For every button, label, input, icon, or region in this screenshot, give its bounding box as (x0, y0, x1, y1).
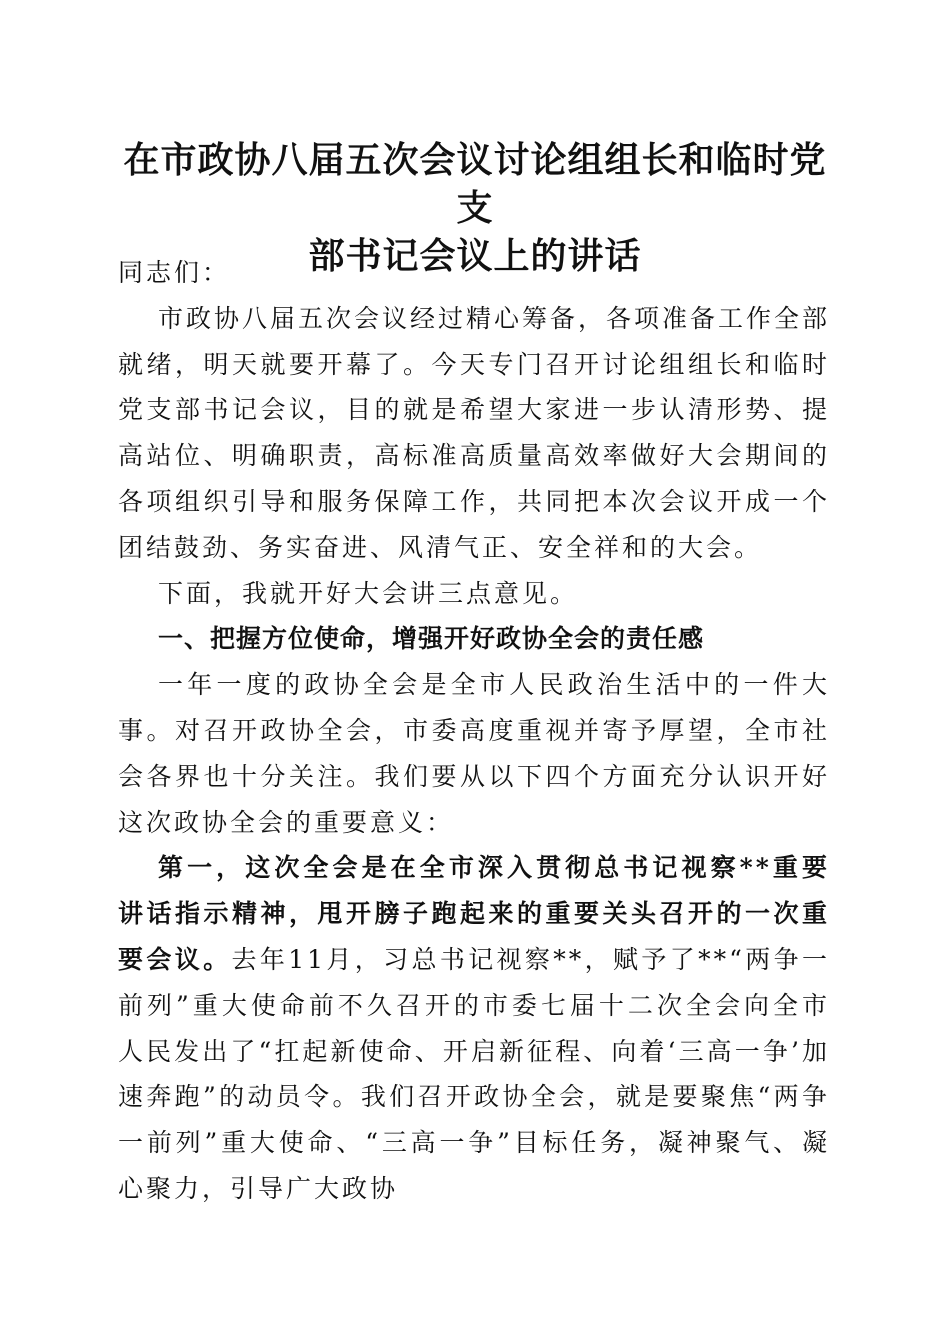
section1-paragraph: 一年一度的政协全会是全市人民政治生活中的一件大事。对召开政协全会，市委高度重视并寄予厚望，全市社会各界也十分关注。我们要从以下四个方面充分认识开好这次政协全会的重要意义： (118, 670, 830, 837)
title-line-1: 在市政协八届五次会议讨论组组长和临时党支 (123, 139, 827, 229)
point-1-rest: 去年11月，习总书记视察**，赋予了**“两争一前列”重大使命前不久召开的市委七届十二次全会向全市人民发出了“扛起新使命、开启新征程、向着‘三高一争’加速奔跑”的动员令。我们召开政协全会，就是要聚焦“两争一前列”重大使命、“三高一争”目标任务，凝神聚气、凝心聚力，引导广大政协 (118, 944, 830, 1203)
salutation: 同志们： (118, 258, 231, 287)
point-1-paragraph (118, 845, 830, 1211)
section-heading-1: 一、把握方位使命，增强开好政协全会的责任感 (158, 624, 705, 654)
title-line-2: 部书记会议上的讲话 (308, 235, 642, 277)
document-body (118, 250, 830, 1212)
point-1-lead: 第一，这次全会是在全市深入贯彻总书记视察**重要讲话指示精神，甩开膀子跑起来的重要关头召开的一次重要会议。 (118, 853, 830, 974)
paragraph-opening: 市政协八届五次会议经过精心筹备，各项准备工作全部就绪，明天就要开幕了。今天专门召开讨论组组长和临时党支部书记会议，目的就是希望大家进一步认清形势、提高站位、明确职责，高标准高质量高效率做好大会期间的各项组织引导和服务保障工作，共同把本次会议开成一个团结鼓劲、务实奋进、风清气正、安全祥和的大会。 (118, 303, 831, 562)
paragraph-intro: 下面，我就开好大会讲三点意见。 (158, 578, 579, 608)
